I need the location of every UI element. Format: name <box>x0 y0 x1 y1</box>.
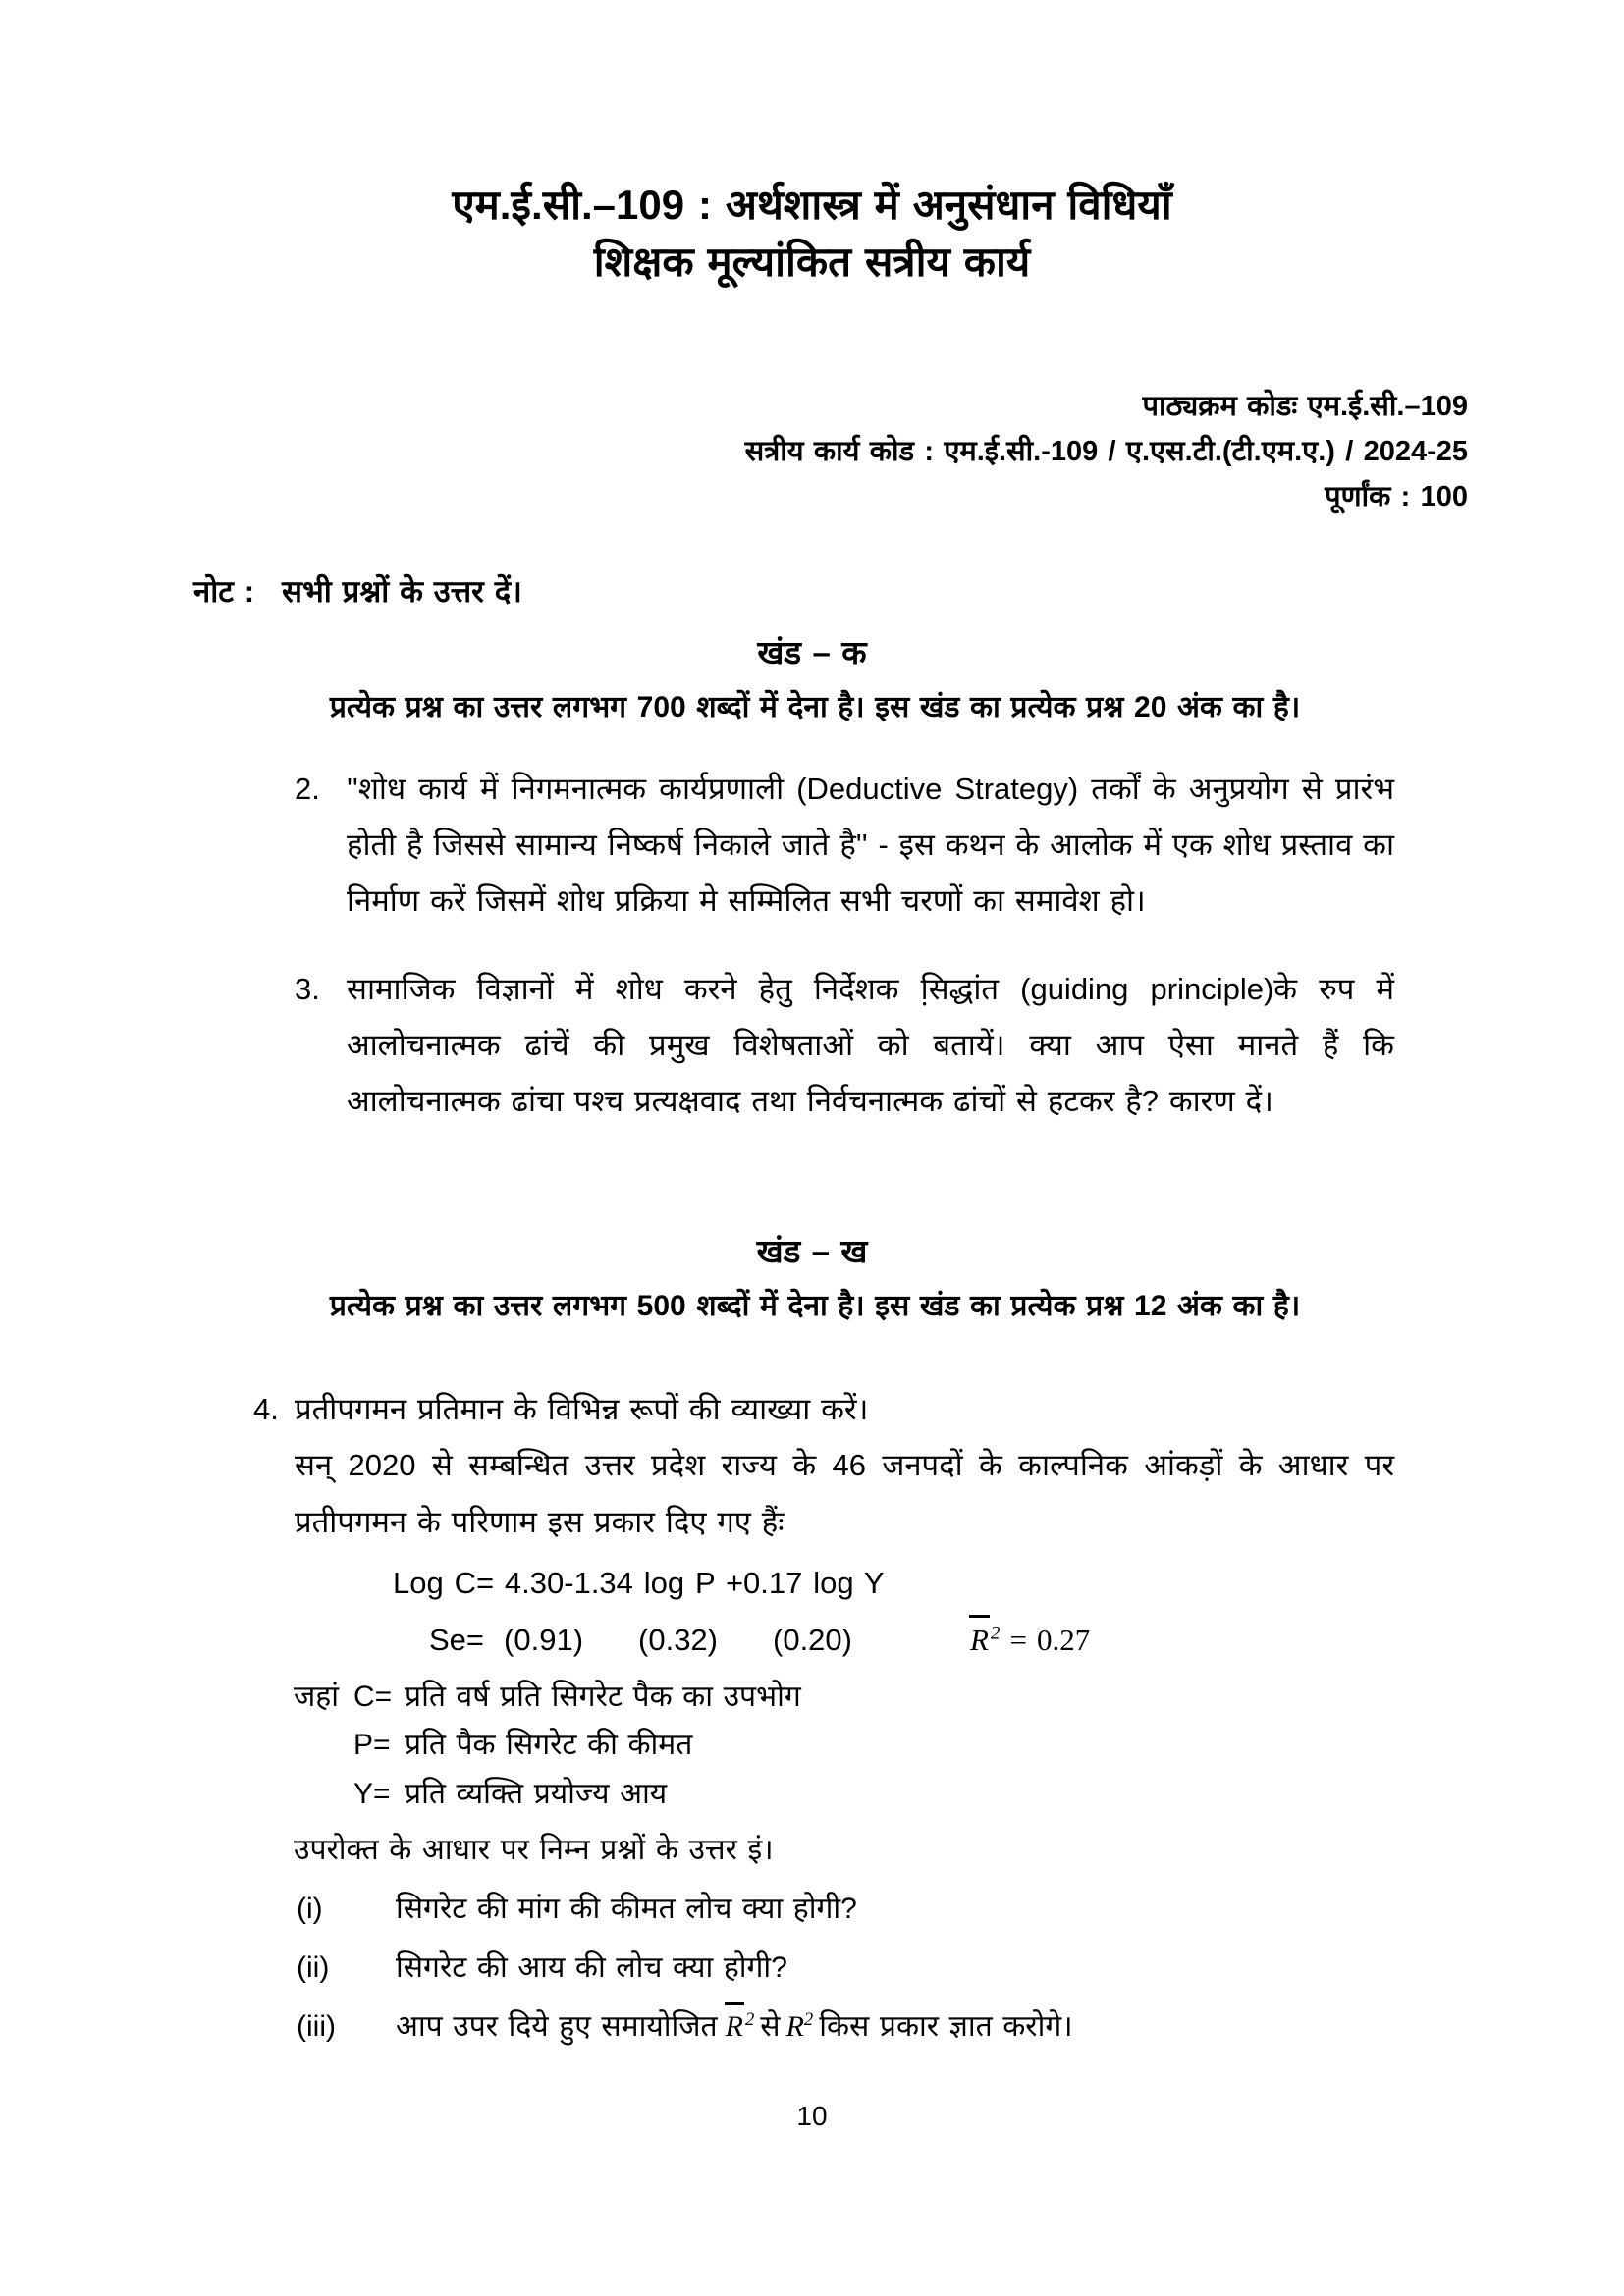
definition-c <box>0 1673 1624 1722</box>
definition-c-symbol: C= <box>353 1680 393 1713</box>
section-a-heading: खंड – क <box>757 634 867 671</box>
sub-question-iii <box>0 2003 1624 2051</box>
question-3-part2: के रुप में आलोचनात्मक ढांचें की प्रमुख विशेषताओं को बतायें। क्या आप ऐसा मानते हैं कि आलोचनात्मक ढांचा पश्च प्रत्यक्षवाद तथा निर्वचनात्मक ढांचों से हटकर है? कारण दें। <box>347 971 1394 1119</box>
question-2 <box>0 761 1624 930</box>
definition-c-text: प्रति वर्ष प्रति सिगरेट पैक का उपभोग <box>405 1680 801 1713</box>
followup-instruction: उपरोक्त के आधार पर निम्न प्रश्नों के उत्तर इं। <box>294 1834 774 1867</box>
definition-y-symbol: Y= <box>353 1778 391 1811</box>
question-3-latin-term: (guiding principle) <box>1020 971 1274 1006</box>
question-2-part2: तर्कों के अनुप्रयोग से प्रारंभ होती है जिससे सामान्य निष्कर्ष निकाले जाते है'' - इस कथन के आलोक में एक शोध प्रस्ताव का निर्माण करें जिसमें शोध प्रक्रिया मे सम्मिलित सभी चरणों का समावेश हो। <box>347 771 1394 919</box>
sub-question-iii-part2: से <box>760 2010 781 2044</box>
section-b-instruction: प्रत्येक प्रश्न का उत्तर लगभग 500 शब्दों में देना है। इस खंड का प्रत्येक प्रश्न 12 अंक का है। <box>329 1289 1301 1322</box>
note-row <box>0 570 1624 612</box>
question-3-text <box>347 961 1394 1130</box>
standard-errors-row <box>0 1616 1624 1665</box>
note-text: सभी प्रश्नों के उत्तर दें। <box>282 574 522 610</box>
course-title: एम.ई.सी.–109 : अर्थशास्त्र में अनुसंधान विधियाँ <box>452 182 1172 228</box>
definition-p <box>0 1721 1624 1770</box>
sub-question-i-text: सिगरेट की मांग की कीमत लोच क्या होगी? <box>396 1893 857 1926</box>
se-value-1: (0.91) <box>504 1623 584 1658</box>
page-number: 10 <box>796 2101 828 2131</box>
max-marks: पूर्णांक : 100 <box>1325 480 1468 512</box>
sub-question-iii-part3: किस प्रकार ज्ञात करोगे। <box>819 2010 1073 2044</box>
se-label: Se= <box>429 1623 485 1658</box>
r-bar-squared-symbol: R $^2$ <box>724 2010 755 2043</box>
question-4-line1: प्रतीपगमन प्रतिमान के विभिन्न रूपों की व्याख्या करें। <box>295 1392 869 1427</box>
question-2-number: 2. <box>295 771 320 806</box>
title-block <box>0 177 1624 291</box>
definition-y-text: प्रति व्यक्ति प्रयोज्य आय <box>405 1778 668 1811</box>
sub-question-iii-part1: आप उपर दिये हुए समायोजित <box>396 2010 718 2044</box>
se-value-3: (0.20) <box>773 1623 852 1658</box>
sub-question-ii-text: सिगरेट की आय की लोच क्या होगी? <box>396 1951 787 1985</box>
sub-question-iii-text <box>396 2003 1428 2051</box>
sub-question-iii-number: (iii) <box>297 2010 336 2044</box>
r-bar-value: = 0.27 <box>1009 1623 1091 1658</box>
definition-p-text: प्रति पैक सिगरेट की कीमत <box>405 1729 693 1762</box>
question-3-part1: सामाजिक विज्ञानों में शोध करने हेतु निर्देशक सि़द्धांत <box>347 971 1021 1006</box>
section-a-instruction: प्रत्येक प्रश्न का उत्तर लगभग 700 शब्दों में देना है। इस खंड का प्रत्येक प्रश्न 20 अंक का है। <box>329 691 1301 724</box>
sub-question-ii-number: (ii) <box>297 1951 330 1985</box>
where-label: जहां <box>294 1680 339 1713</box>
section-b-heading: खंड – ख <box>756 1232 868 1269</box>
question-4-line2: सन् 2020 से सम्बन्धित उत्तर प्रदेश राज्य के 46 जनपदों के काल्पनिक आंकड़ों के आधार पर प्रतीपगमन के परिणाम इस प्रकार दिए गए हैंः <box>295 1448 1394 1539</box>
definition-y <box>0 1770 1624 1819</box>
r-bar-squared-statistic <box>968 1616 1090 1665</box>
se-value-2: (0.32) <box>638 1623 718 1658</box>
sub-question-i <box>0 1886 1624 1933</box>
assignment-type-title: शिक्षक मूल्यांकित सत्रीय कार्य <box>593 238 1031 285</box>
question-4 <box>0 1381 1624 1550</box>
r-squared-symbol: $R^2$ <box>785 2009 814 2044</box>
question-4-number: 4. <box>253 1392 279 1427</box>
question-4-text <box>295 1381 1394 1550</box>
course-info-block <box>0 385 1624 519</box>
question-2-text <box>347 761 1394 930</box>
sub-question-ii <box>0 1945 1624 1992</box>
sub-question-i-number: (i) <box>297 1893 323 1926</box>
course-code: पाठ्यक्रम कोडः एम.ई.सी.–109 <box>1142 390 1468 422</box>
note-label: नोट : <box>193 574 255 610</box>
question-2-latin-term: (Deductive Strategy) <box>796 771 1079 806</box>
question-3-number: 3. <box>295 971 320 1006</box>
definition-p-symbol: P= <box>353 1729 391 1762</box>
r-bar-symbol: R $^2$ <box>968 1623 1001 1657</box>
regression-equation: Log C= 4.30-1.34 log P +0.17 log Y <box>393 1566 885 1601</box>
question-2-part1: ''शोध कार्य में निगमनात्मक कार्यप्रणाली <box>347 771 797 806</box>
question-3 <box>0 961 1624 1130</box>
assignment-code: सत्रीय कार्य कोड : एम.ई.सी.-109 / ए.एस.टी.(टी.एम.ए.) / 2024-25 <box>744 435 1468 467</box>
